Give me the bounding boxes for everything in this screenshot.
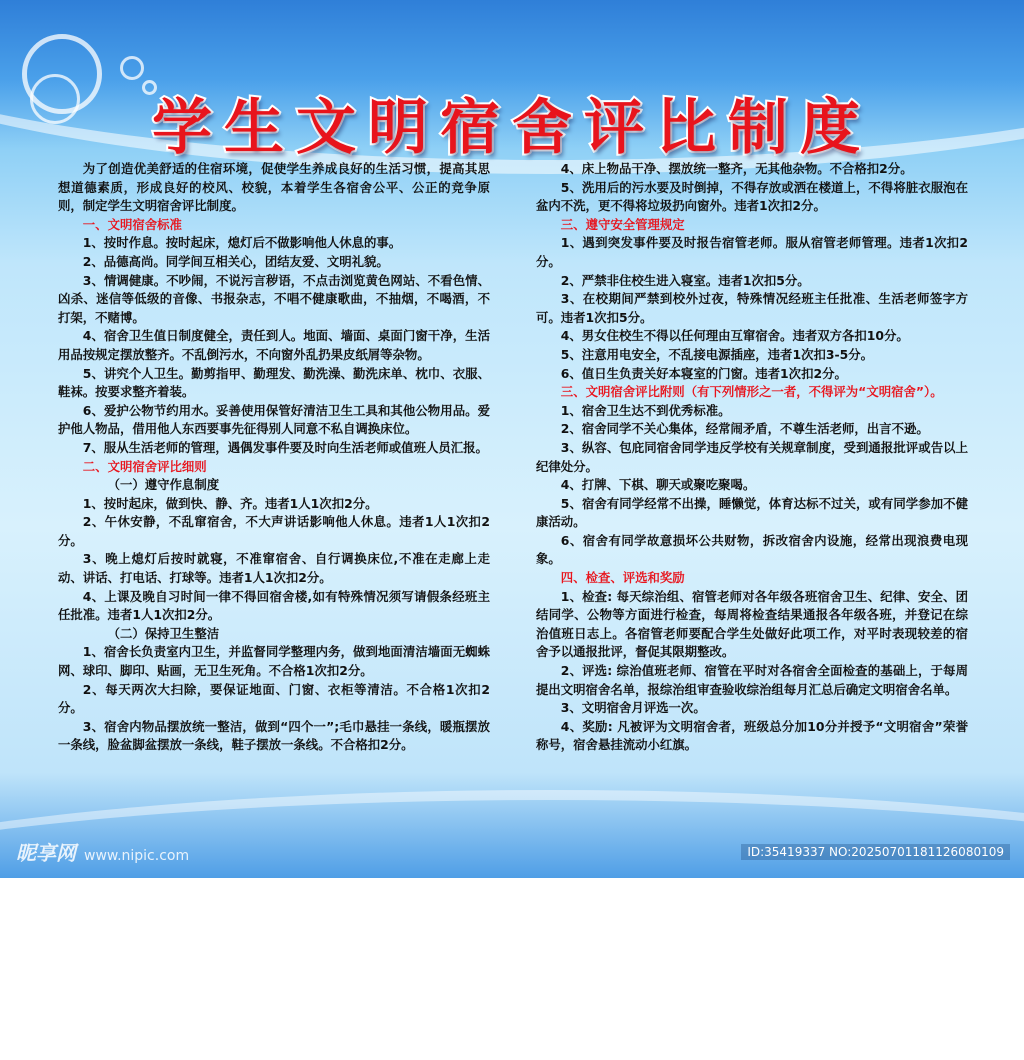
paragraph: 3、文明宿舍月评选一次。 xyxy=(560,700,706,716)
paragraph: 2、每天两次大扫除，要保证地面、门窗、衣柜等清洁。不合格1次扣2分。 xyxy=(58,681,490,716)
section-heading: 三、遵守安全管理规定 xyxy=(560,216,685,232)
decorative-swoosh-bottom xyxy=(0,790,1024,1060)
paragraph: 2、宿舍同学不关心集体，经常闹矛盾，不尊生活老师，出言不逊。 xyxy=(560,421,929,437)
paragraph: 4、奖励: 凡被评为文明宿舍者，班级总分加10分并授予“文明宿舍”荣誉称号，宿舍悬挂流动小红旗。 xyxy=(536,718,968,753)
paragraph: 1、宿舍卫生达不到优秀标准。 xyxy=(560,402,731,418)
watermark-id: ID:35419337 NO:20250701181126080109 xyxy=(741,844,1010,860)
section-heading: 四、检查、评选和奖励 xyxy=(560,570,685,586)
left-column xyxy=(58,160,490,755)
paragraph: 1、按时作息。按时起床，熄灯后不做影响他人休息的事。 xyxy=(82,235,402,251)
paragraph: 2、评选: 综治值班老师、宿管在平时对各宿舍全面检查的基础上，于每周提出文明宿舍名单，报综治组审查验收综治组每月汇总后确定文明宿舍名单。 xyxy=(536,663,968,697)
paragraph: 4、宿舍卫生值日制度健全，责任到人。地面、墙面、桌面门窗干净，生活用品按规定摆放整齐。不乱倒污水，不向窗外乱扔果皮纸屑等杂物。 xyxy=(58,328,490,362)
paragraph: 2、严禁非住校生进入寝室。违者1次扣5分。 xyxy=(560,272,810,288)
page-title: 学生文明宿舍评比制度 xyxy=(152,93,872,163)
section-heading: 三、文明宿舍评比附则（有下列情形之一者，不得评为“文明宿舍”）。 xyxy=(560,384,943,400)
section-heading: 一、文明宿舍标准 xyxy=(82,216,182,232)
paragraph: 5、洗用后的污水要及时倒掉，不得存放或洒在楼道上，不得将脏衣服泡在盆内不洗，更不得将垃圾扔向窗外。违者1次扣2分。 xyxy=(536,179,968,214)
subsection-heading: （一）遵守作息制度 xyxy=(107,477,220,493)
paragraph: 6、宿舍有同学故意损坏公共财物，拆改宿舍内设施，经常出现浪费电现象。 xyxy=(536,532,968,567)
paragraph: 6、值日生负责关好本寝室的门窗。违者1次扣2分。 xyxy=(560,365,847,381)
paragraph: 5、讲究个人卫生。勤剪指甲、勤理发、勤洗澡、勤洗床单、枕巾、衣服、鞋袜。按要求整齐着装。 xyxy=(58,365,490,400)
paragraph: 1、按时起床，做到快、静、齐。违者1人1次扣2分。 xyxy=(82,495,378,511)
decorative-ring-small xyxy=(120,56,144,80)
paragraph: 2、品德高尚。同学间互相关心，团结友爱、文明礼貌。 xyxy=(82,253,389,269)
paragraph: 3、纵容、包庇同宿舍同学违反学校有关规章制度，受到通报批评或告以上纪律处分。 xyxy=(536,439,968,474)
paragraph: 1、宿舍长负责室内卫生，并监督同学整理内务，做到地面清洁墙面无蜘蛛网、球印、脚印、贴画，无卫生死角。不合格1次扣2分。 xyxy=(58,644,490,679)
paragraph: 5、注意用电安全，不乱接电源插座，违者1次扣3-5分。 xyxy=(560,346,874,362)
right-column xyxy=(536,160,968,755)
paragraph: 3、宿舍内物品摆放统一整洁，做到“四个一”;毛巾悬挂一条线，暖瓶摆放一条线，脸盆脚盆摆放一条线，鞋子摆放一条线。不合格扣2分。 xyxy=(58,718,490,753)
watermark-brand xyxy=(16,837,189,866)
paragraph: 4、男女住校生不得以任何理由互窜宿舍。违者双方各扣10分。 xyxy=(560,328,909,344)
section-heading: 二、文明宿舍评比细则 xyxy=(82,458,207,474)
watermark-url: www.nipic.com xyxy=(84,848,190,864)
subsection-heading: （二）保持卫生整洁 xyxy=(107,625,220,641)
paragraph: 3、情调健康。不吵闹，不说污言秽语，不点击浏览黄色网站、不看色情、凶杀、迷信等低级的音像、书报杂志，不唱不健康歌曲，不抽烟，不喝酒，不打架，不赌博。 xyxy=(58,272,490,325)
paragraph: 6、爱护公物节约用水。妥善使用保管好清洁卫生工具和其他公物用品。爱护他人物品，借用他人东西要事先征得别人同意不私自调换床位。 xyxy=(58,402,490,437)
paragraph: 4、上课及晚自习时间一律不得回宿舍楼,如有特殊情况须写请假条经班主任批准。违者1人1次扣2分。 xyxy=(58,588,490,623)
paragraph: 7、服从生活老师的管理，遇偶发事件要及时向生活老师或值班人员汇报。 xyxy=(82,439,488,455)
paragraph: 1、检查: 每天综治组、宿管老师对各年级各班宿舍卫生、纪律、安全、团结同学、公物等方面进行检查，每周将检查结果通报各年级各班，并登记在综治值班日志上。各宿管老师要配合学生处做好此项工作，对平时表现较差的宿舍予以通报批评，督促其限期整改。 xyxy=(536,588,968,660)
paragraph: 4、打牌、下棋、聊天或聚吃聚喝。 xyxy=(560,477,756,493)
paragraph: 3、在校期间严禁到校外过夜，特殊情况经班主任批准、生活老师签字方可。违者1次扣5分。 xyxy=(536,291,968,325)
paragraph: 为了创造优美舒适的住宿环境，促使学生养成良好的生活习惯，提高其思想道德素质，形成良好的校风、校貌，本着学生各宿舍公平、公正的竞争原则，制定学生文明宿舍评比制度。 xyxy=(58,161,490,214)
watermark-brand-name: 昵享网 xyxy=(16,841,76,865)
paragraph: 5、宿舍有同学经常不出操，睡懒觉，体育达标不过关，或有同学参加不健康活动。 xyxy=(536,495,968,530)
paragraph: 1、遇到突发事件要及时报告宿管老师。服从宿管老师管理。违者1次扣2分。 xyxy=(536,235,968,269)
paragraph: 2、午休安静，不乱窜宿舍，不大声讲话影响他人休息。违者1人1次扣2分。 xyxy=(58,514,490,548)
paragraph: 3、晚上熄灯后按时就寝，不准窜宿舍、自行调换床位,不准在走廊上走动、讲话、打电话、打球等。违者1人1次扣2分。 xyxy=(58,551,490,586)
paragraph: 4、床上物品干净、摆放统一整齐，无其他杂物。不合格扣2分。 xyxy=(560,161,913,176)
